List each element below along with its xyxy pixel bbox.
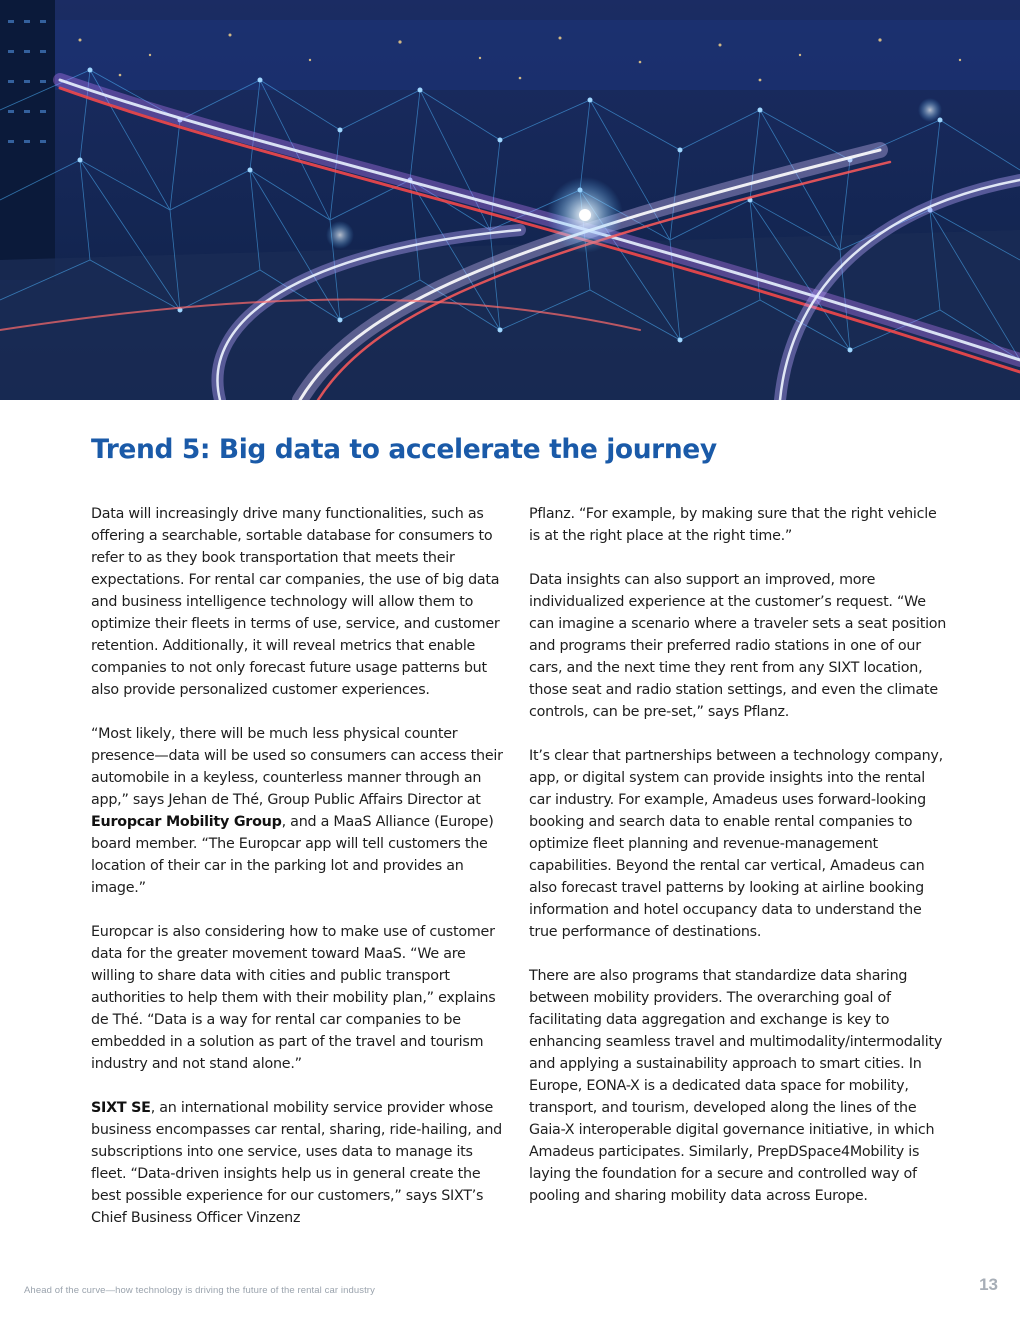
left-column [91,503,511,1251]
paragraph-text: Europcar is also considering how to make use of customer data for the greater movement toward MaaS. “We are willing to share data with cities and public transport authorities to help them with their mobility plan,” explains de Thé. “Data is a way for rental car companies to be embedded in a solution as part of the travel and tourism industry and not stand alone.” [91,924,496,1072]
right-column [529,503,949,1229]
page-number: 13 [979,1275,998,1294]
company-name: SIXT SE [91,1100,151,1116]
paragraph [529,965,949,1207]
paragraph [529,503,949,547]
paragraph [91,723,511,899]
paragraph [91,1097,511,1229]
article-title: Trend 5: Big data to accelerate the journey [91,434,717,465]
paragraph-text: It’s clear that partnerships between a technology company, app, or digital system can provide insights into the rental car industry. For example, Amadeus uses forward-looking booking and search data to enable rental companies to optimize fleet planning and revenue-management capabilities. Beyond the rental car vertical, Amadeus can also forecast travel patterns by looking at airline booking information and hotel occupancy data to understand the true performance of destinations. [529,748,943,940]
paragraph-text: There are also programs that standardize data sharing between mobility providers. The overarching goal of facilitating data aggregation and exchange is key to enhancing seamless travel and multimodality/intermodality and applying a sustainability approach to smart cities. In Europe, EONA-X is a dedicated data space for mobility, transport, and tourism, developed along the lines of the Gaia-X interoperable digital governance initiative, in which Amadeus participates. Similarly, PrepDSpace4Mobility is laying the foundation for a secure and controlled way of pooling and sharing mobility data across Europe. [529,968,943,1204]
hero-image [0,0,1020,400]
paragraph-text: Data will increasingly drive many functionalities, such as offering a searchable, sortable database for consumers to refer to as they book transportation that meets their expectations. For rental car companies, the use of big data and business intelligence technology will allow them to optimize their fleets in terms of use, service, and customer retention. Additionally, it will reveal metrics that enable companies to not only forecast future usage patterns but also provide personalized customer experiences. [91,506,500,698]
paragraph [529,745,949,943]
paragraph [529,569,949,723]
paragraph-text: “Most likely, there will be much less physical counter presence—data will be used so consumers can access their automobile in a keyless, counterless manner through an app,” says Jehan de Thé, Group Public Affairs Director at [91,726,503,808]
company-name: Europcar Mobility Group [91,814,282,830]
footer-text: Ahead of the curve—how technology is driving the future of the rental car industry [24,1285,375,1296]
highway-network-illustration [0,0,1020,400]
paragraph-text: Pflanz. “For example, by making sure that the right vehicle is at the right place at the right time.” [529,506,937,544]
paragraph [91,921,511,1075]
paragraph-text: , an international mobility service provider whose business encompasses car rental, sharing, ride-hailing, and subscriptions into one service, uses data to manage its fleet. “Data-driven insights help us in general create the best possible experience for our customers,” says SIXT’s Chief Business Officer Vinzenz [91,1100,503,1226]
paragraph-text: , and a MaaS Alliance (Europe) board member. “The Europcar app will tell customers the location of their car in the parking lot and provides an image.” [91,814,494,896]
paragraph [91,503,511,701]
paragraph-text: Data insights can also support an improved, more individualized experience at the customer’s request. “We can imagine a scenario where a traveler sets a seat position and programs their preferred radio stations in one of our cars, and the next time they rent from any SIXT location, those seat and radio station settings, and even the climate controls, can be pre-set,” says Pflanz. [529,572,947,720]
